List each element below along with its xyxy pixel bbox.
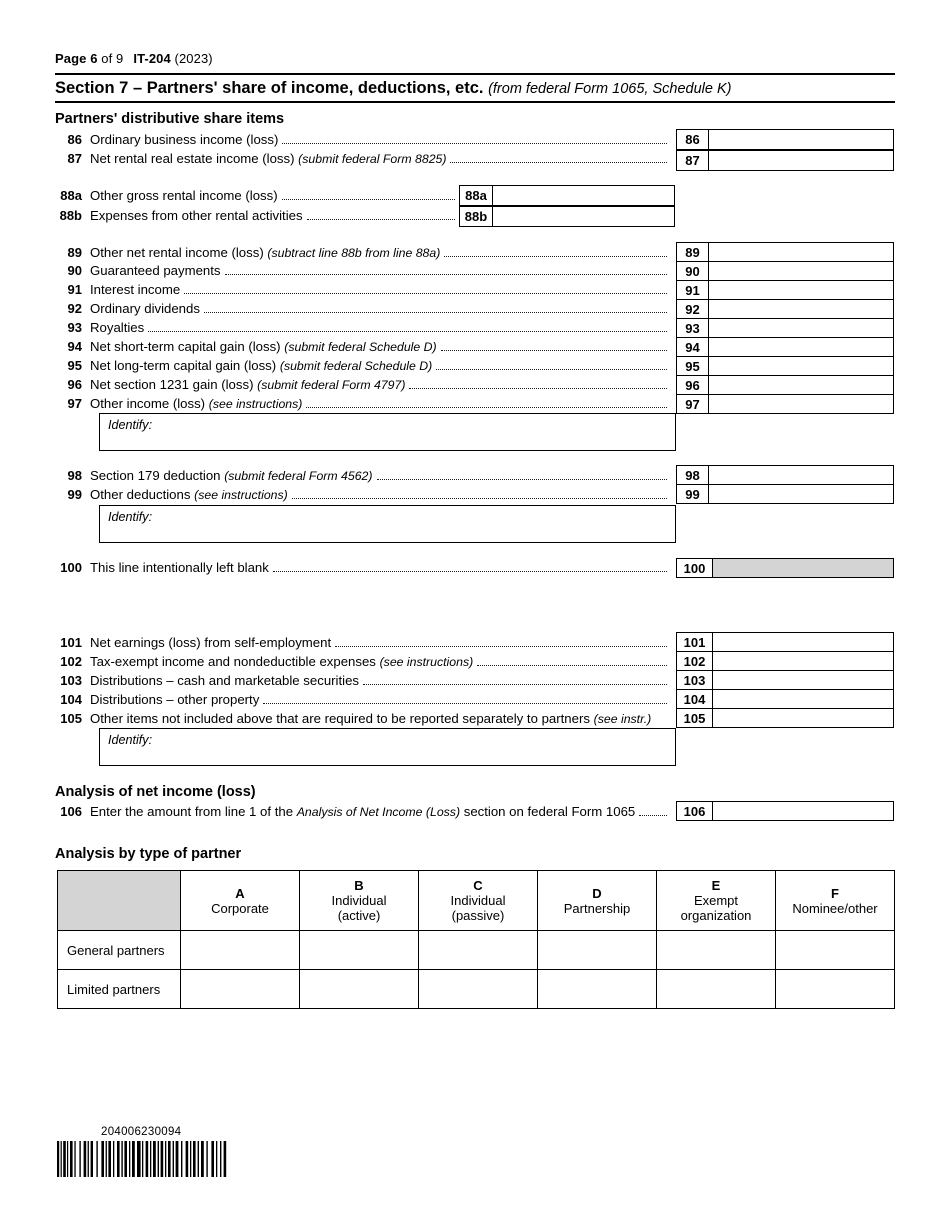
- value-box-tag-93: 93: [677, 319, 709, 337]
- line-text-87-main: Net rental real estate income (loss): [90, 151, 295, 166]
- leader-dots: [450, 161, 667, 163]
- cell-limited-a[interactable]: [181, 970, 300, 1009]
- value-field-100-shaded: [713, 559, 893, 577]
- col-letter-e: E: [711, 878, 721, 893]
- leader-dots: [377, 478, 668, 480]
- table-row: [58, 931, 895, 970]
- value-box-94[interactable]: [676, 337, 894, 357]
- form-line-91: [58, 282, 670, 301]
- value-field-106[interactable]: [713, 802, 893, 820]
- col-name-a: Corporate: [211, 900, 269, 916]
- leader-dots: [148, 330, 667, 332]
- value-box-tag-100: 100: [677, 559, 713, 577]
- value-box-105[interactable]: [676, 708, 894, 728]
- page-label: Page: [55, 51, 87, 66]
- value-field-93[interactable]: [709, 319, 893, 337]
- leader-dots: [639, 814, 667, 816]
- identify-box-105[interactable]: [99, 728, 676, 766]
- section-title: [55, 79, 731, 98]
- value-box-86[interactable]: [676, 129, 894, 150]
- leader-dots: [282, 198, 455, 200]
- line-number-88b: 88b: [59, 208, 82, 223]
- line-number-106: 106: [60, 804, 82, 819]
- line-text-100: This line intentionally left blank: [90, 560, 269, 575]
- table-header-row: [58, 871, 895, 931]
- leader-dots: [335, 645, 667, 647]
- col-name2-b: (active): [337, 908, 381, 923]
- line-text-99: [90, 487, 288, 502]
- value-field-105[interactable]: [713, 709, 893, 727]
- value-box-tag-102: 102: [677, 652, 713, 670]
- value-box-tag-92: 92: [677, 300, 709, 318]
- line-note-98: (submit federal Form 4562): [224, 469, 373, 483]
- table-col-header-e: [657, 871, 776, 931]
- line-number-86: 86: [67, 132, 82, 147]
- cell-general-a[interactable]: [181, 931, 300, 970]
- value-box-tag-87: 87: [677, 151, 709, 170]
- line-number-88a: 88a: [60, 188, 82, 203]
- leader-dots: [444, 255, 667, 257]
- form-line-102: [53, 654, 670, 673]
- value-box-96[interactable]: [676, 375, 894, 395]
- line-text-96: [90, 377, 405, 392]
- line-text-86: Ordinary business income (loss): [90, 132, 279, 147]
- leader-dots: [263, 702, 667, 704]
- leader-dots: [477, 664, 667, 666]
- line-number-96: 96: [67, 377, 82, 392]
- line-text-97: [90, 396, 302, 411]
- form-line-98: [58, 468, 670, 487]
- subhead-analysis-net-income: Analysis of net income (loss): [55, 784, 256, 800]
- line-number-102: 102: [60, 654, 82, 669]
- value-box-tag-99: 99: [677, 485, 709, 503]
- form-line-86: [58, 132, 670, 151]
- value-box-tag-94: 94: [677, 338, 709, 356]
- col-letter-b: B: [354, 878, 364, 893]
- value-box-106[interactable]: [676, 801, 894, 821]
- value-box-tag-96: 96: [677, 376, 709, 394]
- table-col-header-b: [300, 871, 419, 931]
- value-field-95[interactable]: [709, 357, 893, 375]
- col-name-c: Individual: [450, 893, 506, 908]
- value-box-93[interactable]: [676, 318, 894, 338]
- col-name-b: Individual: [331, 893, 387, 908]
- value-box-97[interactable]: [676, 394, 894, 414]
- value-field-91[interactable]: [709, 281, 893, 299]
- value-field-89[interactable]: [709, 243, 893, 261]
- line-text-106-emphasis: Analysis of Net Income (Loss): [296, 805, 461, 819]
- value-box-104[interactable]: [676, 689, 894, 709]
- form-line-93: [58, 320, 670, 339]
- line-number-100: 100: [60, 560, 82, 575]
- cell-limited-b[interactable]: [300, 970, 419, 1009]
- value-field-94[interactable]: [709, 338, 893, 356]
- header-rule-top: [55, 73, 895, 75]
- line-text-106: [90, 804, 635, 819]
- leader-dots: [363, 683, 667, 685]
- value-field-87[interactable]: [709, 151, 893, 170]
- subhead-analysis-by-type: Analysis by type of partner: [55, 846, 242, 862]
- line-number-101: 101: [60, 635, 82, 650]
- col-name2-e: organization: [680, 908, 752, 923]
- line-text-102-main: Tax-exempt income and nondeductible expenses: [90, 654, 376, 669]
- line-text-87: [90, 151, 446, 166]
- line-text-96-main: Net section 1231 gain (loss): [90, 377, 254, 392]
- table-col-header-c: [419, 871, 538, 931]
- value-box-tag-101: 101: [677, 633, 713, 651]
- line-text-95-main: Net long-term capital gain (loss): [90, 358, 277, 373]
- line-text-102: [90, 654, 473, 669]
- col-letter-c: C: [473, 878, 483, 893]
- line-text-92: Ordinary dividends: [90, 301, 200, 316]
- line-text-88a: Other gross rental income (loss): [90, 188, 278, 203]
- value-box-92[interactable]: [676, 299, 894, 319]
- row-label-general-partners: General partners: [58, 931, 181, 970]
- line-text-94-main: Net short-term capital gain (loss): [90, 339, 281, 354]
- value-field-101[interactable]: [713, 633, 893, 651]
- leader-dots: [409, 387, 667, 389]
- value-box-87[interactable]: [676, 150, 894, 171]
- value-field-86[interactable]: [709, 130, 893, 149]
- line-number-89: 89: [67, 245, 82, 260]
- col-name-f: Nominee/other: [792, 900, 878, 916]
- value-field-104[interactable]: [713, 690, 893, 708]
- col-name2-c: (passive): [451, 908, 505, 923]
- line-text-88b: Expenses from other rental activities: [90, 208, 303, 223]
- barcode-icon: [57, 1141, 237, 1177]
- line-text-103: Distributions – cash and marketable securities: [90, 673, 360, 688]
- form-line-87: [58, 151, 670, 170]
- value-box-91[interactable]: [676, 280, 894, 300]
- col-name-e: Exempt: [693, 893, 739, 908]
- analysis-by-type-table: [57, 870, 895, 1009]
- form-line-89: [58, 245, 670, 264]
- form-line-104: [53, 692, 670, 711]
- line-number-98: 98: [67, 468, 82, 483]
- form-line-92: [58, 301, 670, 320]
- col-letter-d: D: [592, 885, 602, 901]
- line-number-104: 104: [60, 692, 82, 707]
- form-year: (2023): [174, 51, 213, 66]
- identify-label: Identify:: [108, 418, 153, 432]
- value-field-90[interactable]: [709, 262, 893, 280]
- leader-dots: [306, 406, 667, 408]
- value-box-tag-104: 104: [677, 690, 713, 708]
- line-text-106-pre: Enter the amount from line 1 of the: [90, 804, 297, 819]
- cell-general-d[interactable]: [538, 931, 657, 970]
- value-box-tag-103: 103: [677, 671, 713, 689]
- table-row: [58, 970, 895, 1009]
- form-line-101: [53, 635, 670, 654]
- form-line-103: [53, 673, 670, 692]
- line-text-105: [90, 711, 651, 726]
- leader-dots: [441, 349, 667, 351]
- line-text-97-main: Other income (loss): [90, 396, 206, 411]
- value-field-88b[interactable]: [493, 207, 674, 226]
- table-col-header-f: [776, 871, 895, 931]
- page-of: of 9: [101, 51, 124, 66]
- line-number-92: 92: [67, 301, 82, 316]
- form-line-106: [53, 804, 670, 823]
- header-rule-bottom: [55, 101, 895, 103]
- line-number-93: 93: [67, 320, 82, 335]
- line-text-90: Guaranteed payments: [90, 263, 221, 278]
- leader-dots: [225, 273, 668, 275]
- form-line-88b: [53, 208, 458, 227]
- leader-dots: [282, 142, 667, 144]
- line-number-91: 91: [67, 282, 82, 297]
- value-box-tag-86: 86: [677, 130, 709, 149]
- line-number-103: 103: [60, 673, 82, 688]
- row-label-limited-partners: Limited partners: [58, 970, 181, 1009]
- identify-label: Identify:: [108, 510, 153, 524]
- value-field-99[interactable]: [709, 485, 893, 503]
- value-field-96[interactable]: [709, 376, 893, 394]
- cell-general-f[interactable]: [776, 931, 895, 970]
- form-id: IT-204: [133, 51, 171, 66]
- line-note-94: (submit federal Schedule D): [284, 340, 437, 354]
- page-header: [55, 51, 213, 66]
- line-number-97: 97: [67, 396, 82, 411]
- line-note-105: (see instr.): [593, 712, 652, 726]
- value-field-97[interactable]: [709, 395, 893, 413]
- cell-limited-f[interactable]: [776, 970, 895, 1009]
- value-box-tag-89: 89: [677, 243, 709, 261]
- line-note-95: (submit federal Schedule D): [279, 359, 433, 373]
- section-title-note: (from federal Form 1065, Schedule K): [488, 81, 732, 97]
- value-box-101[interactable]: [676, 632, 894, 652]
- line-number-105: 105: [60, 711, 82, 726]
- line-text-98-main: Section 179 deduction: [90, 468, 221, 483]
- line-number-99: 99: [67, 487, 82, 502]
- value-box-99[interactable]: [676, 484, 894, 504]
- section-title-text: Section 7 – Partners' share of income, deductions, etc.: [55, 79, 484, 97]
- leader-dots: [204, 311, 667, 313]
- line-note-99: (see instructions): [194, 488, 288, 502]
- value-field-102[interactable]: [713, 652, 893, 670]
- value-box-tag-91: 91: [677, 281, 709, 299]
- value-box-100: [676, 558, 894, 578]
- value-box-tag-88b: 88b: [460, 207, 493, 226]
- value-box-98[interactable]: [676, 465, 894, 485]
- form-line-99: [58, 487, 670, 506]
- line-text-94: [90, 339, 437, 354]
- value-field-88a[interactable]: [493, 186, 674, 205]
- line-number-90: 90: [67, 263, 82, 278]
- col-letter-f: F: [831, 885, 839, 901]
- form-line-94: [58, 339, 670, 358]
- line-text-105-main: Other items not included above that are required to be reported separately to partners: [90, 711, 590, 726]
- value-field-103[interactable]: [713, 671, 893, 689]
- table-corner-cell: [58, 871, 181, 931]
- value-field-92[interactable]: [709, 300, 893, 318]
- table-col-header-d: [538, 871, 657, 931]
- cell-limited-c[interactable]: [419, 970, 538, 1009]
- line-text-89: [90, 245, 440, 260]
- cell-limited-e[interactable]: [657, 970, 776, 1009]
- line-text-101: Net earnings (loss) from self-employment: [90, 635, 332, 650]
- value-box-tag-97: 97: [677, 395, 709, 413]
- line-text-106-post: section on federal Form 1065: [460, 804, 636, 819]
- line-text-95: [90, 358, 432, 373]
- form-line-100: [53, 560, 670, 579]
- line-number-87: 87: [67, 151, 82, 166]
- barcode-number: 204006230094: [101, 1126, 182, 1138]
- value-box-tag-88a: 88a: [460, 186, 493, 205]
- line-text-89-main: Other net rental income (loss): [90, 245, 264, 260]
- line-note-97: (see instructions): [208, 397, 303, 411]
- value-box-tag-105: 105: [677, 709, 713, 727]
- leader-dots: [273, 570, 667, 572]
- col-name-d: Partnership: [563, 900, 631, 916]
- line-text-99-main: Other deductions: [90, 487, 191, 502]
- cell-limited-d[interactable]: [538, 970, 657, 1009]
- form-line-96: [58, 377, 670, 396]
- line-text-91: Interest income: [90, 282, 181, 297]
- page-number: 6: [90, 51, 98, 66]
- value-box-tag-98: 98: [677, 466, 709, 484]
- line-note-102: (see instructions): [379, 655, 474, 669]
- value-box-tag-95: 95: [677, 357, 709, 375]
- form-line-90: [58, 263, 670, 282]
- value-box-88a[interactable]: [459, 185, 675, 206]
- line-note-87: (submit federal Form 8825): [298, 152, 447, 166]
- line-text-98: [90, 468, 373, 483]
- leader-dots: [292, 497, 667, 499]
- value-box-88b[interactable]: [459, 206, 675, 227]
- leader-dots: [436, 368, 667, 370]
- value-box-tag-90: 90: [677, 262, 709, 280]
- form-line-88a: [53, 188, 458, 207]
- line-text-93: Royalties: [90, 320, 145, 335]
- identify-box-97[interactable]: [99, 413, 676, 451]
- leader-dots: [307, 218, 455, 220]
- value-box-90[interactable]: [676, 261, 894, 281]
- cell-general-c[interactable]: [419, 931, 538, 970]
- subhead-distributive-share: Partners' distributive share items: [55, 111, 285, 127]
- cell-general-e[interactable]: [657, 931, 776, 970]
- line-number-95: 95: [67, 358, 82, 373]
- value-box-103[interactable]: [676, 670, 894, 690]
- value-field-98[interactable]: [709, 466, 893, 484]
- value-box-102[interactable]: [676, 651, 894, 671]
- form-line-95: [58, 358, 670, 377]
- leader-dots: [184, 292, 667, 294]
- barcode-block: [57, 1126, 237, 1182]
- line-text-104: Distributions – other property: [90, 692, 260, 707]
- line-note-89: (subtract line 88b from line 88a): [267, 246, 441, 260]
- value-box-tag-106: 106: [677, 802, 713, 820]
- value-box-89[interactable]: [676, 242, 894, 262]
- identify-label: Identify:: [108, 733, 153, 747]
- table-col-header-a: [181, 871, 300, 931]
- line-note-96: (submit federal Form 4797): [257, 378, 406, 392]
- line-number-94: 94: [67, 339, 82, 354]
- cell-general-b[interactable]: [300, 931, 419, 970]
- value-box-95[interactable]: [676, 356, 894, 376]
- col-letter-a: A: [235, 885, 245, 901]
- identify-box-99[interactable]: [99, 505, 676, 543]
